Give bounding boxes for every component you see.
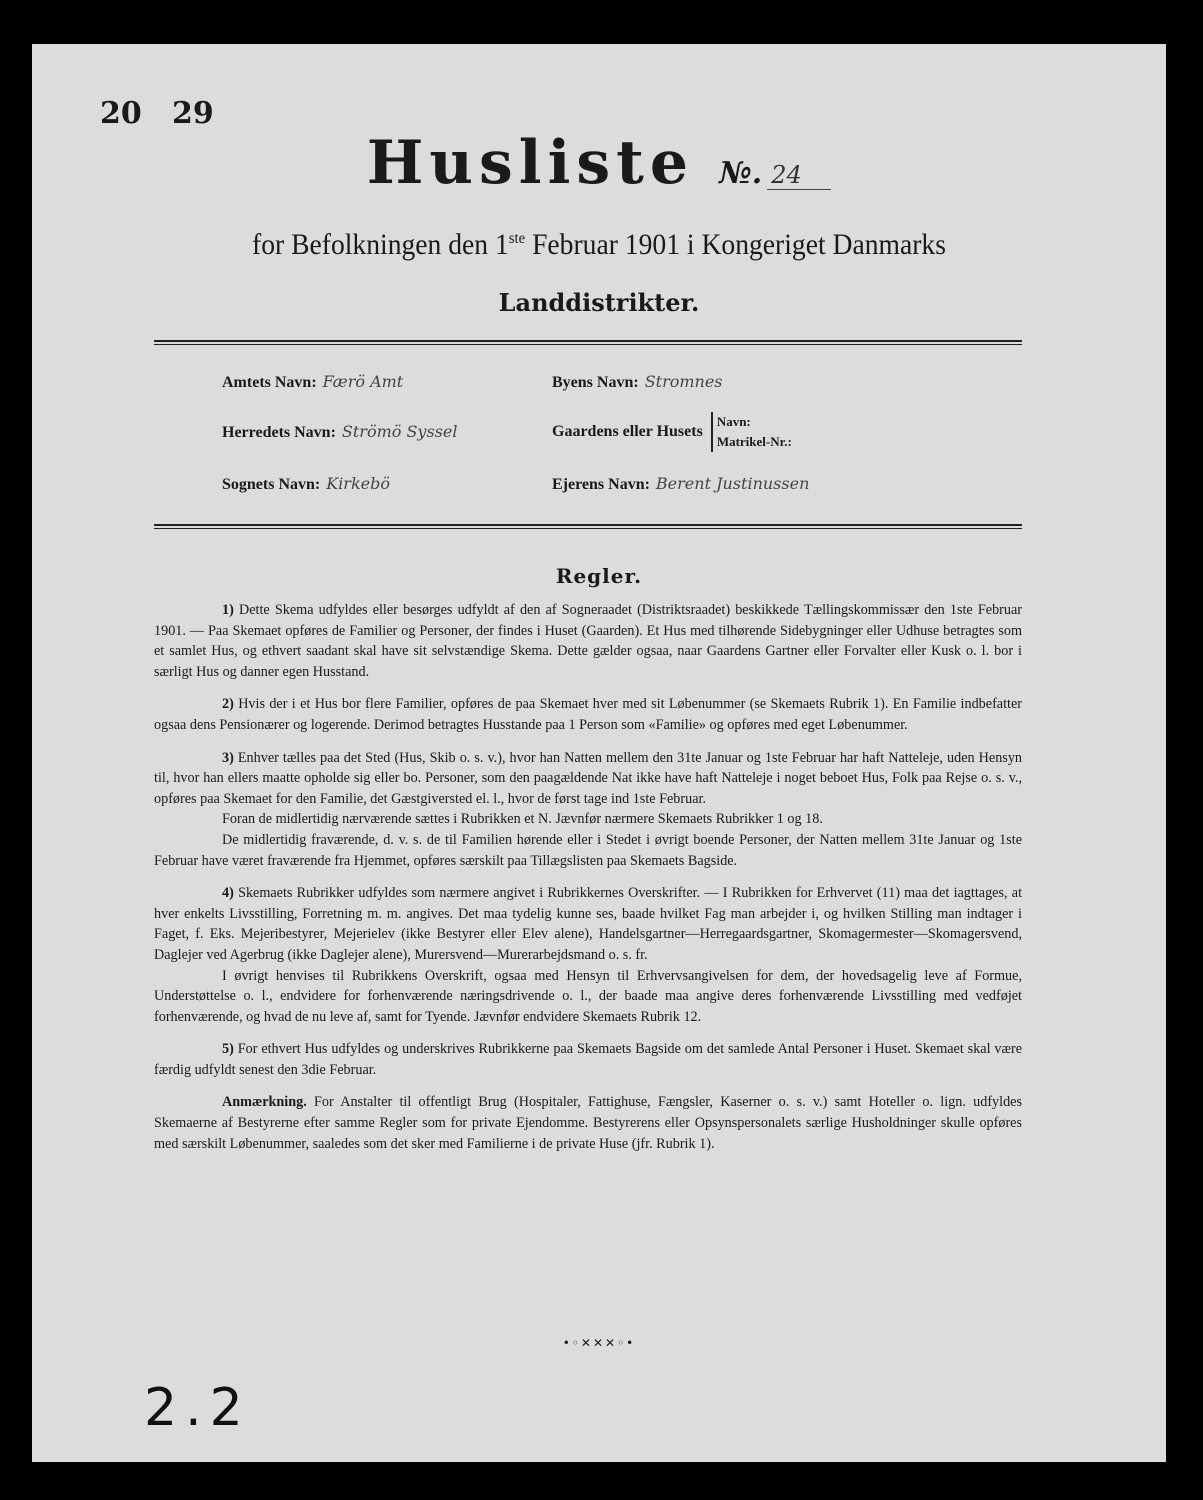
rule-3	[154, 748, 1022, 810]
rule-4-text: Skemaets Rubrikker udfyldes som nærmere angivet i Rubrikkernes Overskrifter. — I Rubrikken for Erhvervet (11) maa det iagttages, at hver enkelts Livsstilling, Forretning m. m. angives. Det maa tydelig kunne ses, baade hvilket Fag man arbejder i, og hvilken Stilling man indtager i Faget, f. Eks. Mejeribestyrer, Mejerielev (ikke Bestyrer eller Elev alene), Handelsgartner—Herregaardsgartner, Skomagermester—Skomagersvend, Daglejer ved Agerbrug (ikke Daglejer alene), Murersvend—Murerarbejdsmand o. s. fr.	[154, 885, 1023, 963]
rule-4	[154, 883, 1022, 965]
gaard-label: Gaardens eller Husets	[552, 423, 703, 440]
subtitle-districts: Landdistrikter.	[498, 288, 700, 317]
amt-label: Amtets Navn:	[222, 374, 317, 391]
double-rule-top	[154, 340, 1022, 345]
rules-heading: Regler.	[555, 564, 643, 588]
number-sign: №.	[719, 156, 763, 191]
subtitle	[77, 228, 1120, 262]
by-label: Byens Navn:	[552, 374, 639, 391]
double-rule-bottom	[154, 524, 1022, 529]
ejer-field	[552, 474, 809, 494]
amt-value: Færö Amt	[322, 372, 404, 391]
census-form-page	[32, 44, 1166, 1462]
rule-3b: Foran de midlertidig nærværende sættes i Rubrikken et N. Jævnfør nærmere Skemaets Rubrikker 1 og 18.	[222, 811, 823, 828]
gaard-navn-label: Navn:	[716, 414, 751, 429]
rule-4-number: 4)	[222, 885, 234, 902]
ornament-divider: •◦✕✕✕◦•	[562, 1336, 636, 1350]
note-text: For Anstalter til offentligt Brug (Hospitaler, Fattighuse, Fængsler, Kaserner o. s. v.) samt Hoteller o. lign. udfyldes Skemaerne af Bestyrerne efter samme Regler som for private Ejendomme. Bestyrerens eller Opsynspersonalets særlige Husholdninger skulle opføres med særskilt Løbenummer, saaledes som det sker med Familierne i de private Huse (jfr. Rubrik 1).	[154, 1094, 1023, 1152]
rule-4b: I øvrigt henvises til Rubrikkens Overskrift, ogsaa med Hensyn til Erhvervsangivelsen for dem, der hovedsagelig leve af Formue, Understøttelse o. l., endvidere for forhenværende næringsdrivende o. l., der baade maa angive deres forhenværende Livsstilling med vedføjet forhenværende, og hvad de nu leve af, samt for Tyende. Jævnfør endvidere Skemaets Rubrik 12.	[154, 967, 1022, 1025]
rule-5	[154, 1039, 1022, 1080]
ejer-label: Ejerens Navn:	[552, 476, 650, 493]
sogn-field	[222, 474, 390, 494]
sogn-value: Kirkebö	[326, 474, 390, 493]
herred-field	[222, 422, 457, 442]
note	[154, 1092, 1022, 1154]
rule-2-number: 2)	[222, 696, 234, 713]
rule-2	[154, 694, 1022, 735]
gaard-matrikel-label: Matrikel-Nr.:	[716, 434, 792, 449]
gaard-field	[552, 412, 792, 452]
pencil-annotation: 2.2	[144, 1378, 251, 1438]
corner-number-left: 20	[100, 96, 142, 131]
corner-number-right: 29	[172, 96, 214, 131]
rule-5-text: For ethvert Hus udfyldes og underskrives Rubrikkerne paa Skemaets Bagside om det samlede Antal Personer i Huset. Skemaet skal være færdig udfyldt senest den 3die Februar.	[154, 1041, 1022, 1078]
by-field	[552, 372, 723, 392]
rule-5-number: 5)	[222, 1041, 234, 1058]
ejer-value: Berent Justinussen	[655, 474, 810, 493]
subtitle-pre: for Befolkningen den 1	[252, 228, 509, 261]
note-lead: Anmærkning.	[222, 1094, 307, 1111]
herred-label: Herredets Navn:	[222, 424, 336, 441]
rule-3-number: 3)	[222, 749, 234, 766]
amt-field	[222, 372, 403, 392]
list-number-handwritten: 24	[767, 161, 831, 190]
rule-2-text: Hvis der i et Hus bor flere Familier, opføres de paa Skemaet hver med sit Løbenummer (se Skemaets Rubrik 1). En Familie indbefatter ogsaa dens Pensionærer og logerende. Derimod betragtes Husstande paa 1 Person som «Familie» og opføres med eget Løbenummer.	[154, 696, 1022, 733]
subtitle-post: Februar 1901 i Kongeriget Danmarks	[525, 228, 946, 261]
rules-body	[154, 600, 1022, 1154]
rule-3-text: Enhver tælles paa det Sted (Hus, Skib o. s. v.), hvor han Natten mellem den 31te Januar og 1ste Februar har haft Natteleje, uden Hensyn til, hvor han ellers maatte opholde sig eller bo. Personer, som den paagældende Nat ikke have haft Natteleje i noget beboet Hus, Folk paa Rejse o. s. v., opføres paa Skemaet for den Familie, det Gæstgiversted el. l., hvor de først tage ind 1ste Februar.	[154, 749, 1023, 807]
page-title: Husliste	[366, 128, 695, 198]
rule-1	[154, 600, 1022, 682]
sogn-label: Sognets Navn:	[222, 476, 321, 493]
subtitle-sup: ste	[508, 230, 526, 247]
gaard-bracket	[711, 412, 792, 452]
title-row	[32, 128, 1166, 198]
rule-1-text: Dette Skema udfyldes eller besørges udfyldt af den af Sogneraadet (Distriktsraadet) beskikkede Tællingskommissær den 1ste Februar 1901. — Paa Skemaet opføres de Familier og Personer, der findes i Huset (Gaarden). Et Hus med tilhørende Sidebygninger eller Udhuse betragtes som et samlet Hus, og ethvert saadant skal have sit selvstændige Skema. Dette gælder ogsaa, naar Gaardens Gartner eller Forvalter eller Kusk o. l. bor i særligt Hus og danner egen Husstand.	[154, 602, 1022, 680]
herred-value: Strömö Syssel	[341, 422, 458, 441]
by-value: Stromnes	[644, 372, 723, 391]
rule-3c: De midlertidig fraværende, d. v. s. de til Familien hørende eller i Stedet i øvrigt boende Personer, der Natten mellem 31te Januar og 1ste Februar have været fraværende fra Hjemmet, opføres særskilt paa Tillægslisten paa Skemaets Bagside.	[154, 831, 1022, 869]
rule-1-number: 1)	[222, 602, 234, 618]
